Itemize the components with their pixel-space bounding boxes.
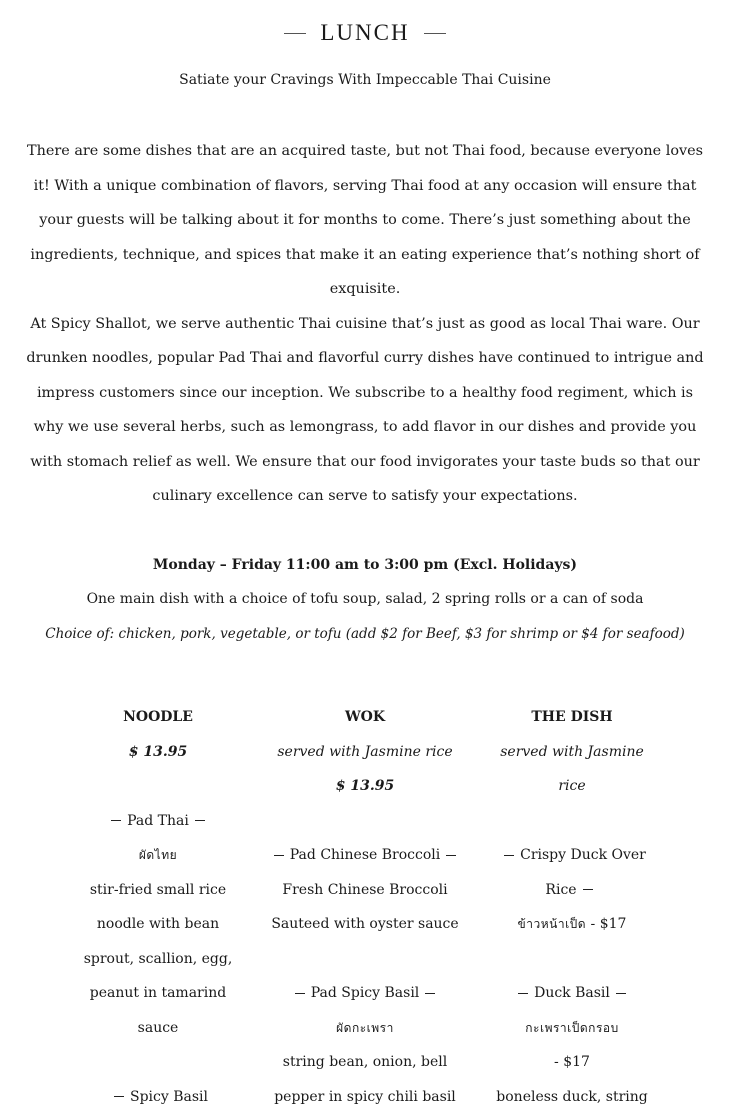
intro-paragraph-2: At Spicy Shallot, we serve authentic Thai cuisine that’s just as good as local Thai ware. Our drunken noodles, popular Pad Thai and flavorful curry dishes have continued to intrigue and impress customers since our inception. We subscribe to a healthy food regiment, which is why we use several herbs, such as lemongrass, to add flavor in our dishes and provide you with stomach relief as well. We ensure that our food invigorates your taste buds so that our culinary excellence can serve to satisfy your expectations. [24,307,706,514]
intro-paragraph-1: There are some dishes that are an acquired taste, but not Thai food, because everyone loves it! With a unique combination of flavors, serving Thai food at any occasion will ensure that your guests will be talking about it for months to come. There’s just something about the ingredients, technique, and spices that make it an eating experience that’s nothing short of exquisite. [24,134,706,307]
menu-item-price-line [464,907,680,942]
wok-price: $ 13.95 [266,769,464,804]
wok-column [266,700,464,1114]
intro-text [24,134,706,514]
menu-item-name: Pad Thai [127,813,189,829]
menu-columns [50,700,680,1114]
wok-note: served with Jasmine rice [266,735,464,770]
protein-choice: Choice of: chicken, pork, vegetable, or tofu (add $2 for Beef, $3 for shrimp or $4 for seafood) [0,617,730,652]
menu-heading [0,16,730,50]
noodle-column [50,700,266,1114]
noodle-price: $ 13.95 [50,735,266,770]
menu-item-price: - $17 [591,916,627,932]
menu-item-crispy-duck [464,838,680,907]
menu-item-thai-name: กะเพราเป็ดกรอบ [464,1011,680,1046]
menu-item-thai-name: ผัดไทย [50,838,266,873]
menu-item-name: Duck Basil [534,985,610,1001]
menu-item-description: Sauteed with oyster sauce [266,907,464,942]
dish-column [464,700,680,1114]
lunch-schedule: Monday – Friday 11:00 am to 3:00 pm (Excl. Holidays) [0,548,730,583]
dish-note: served with Jasmine rice [464,735,680,804]
menu-item-duck-basil [464,976,680,1011]
menu-item-thai-name: ข้าวหน้าเป็ด [518,917,587,931]
menu-item-name: Pad Spicy Basil [311,985,420,1001]
menu-item-pad-chinese-broccoli [266,838,464,873]
heading-dash-left [284,33,306,34]
heading-dash-right [424,33,446,34]
menu-item-description: boneless duck, string [464,1080,680,1114]
lunch-hours [0,548,730,652]
tagline: Satiate your Cravings With Impeccable Thai Cuisine [0,72,730,88]
menu-item-pad-spicy-basil [266,976,464,1011]
menu-item-description: Fresh Chinese Broccoli [266,873,464,908]
dish-heading: THE DISH [464,700,680,735]
menu-item-name: Crispy Duck Over Rice [520,847,646,898]
page-title: LUNCH [320,20,409,46]
noodle-heading: NOODLE [50,700,266,735]
menu-item-name: Pad Chinese Broccoli [290,847,440,863]
menu-item-name: Spicy Basil [130,1089,208,1105]
menu-item-pad-thai [50,804,266,839]
lunch-offer: One main dish with a choice of tofu soup, salad, 2 spring rolls or a can of soda [0,582,730,617]
menu-item-price: - $17 [464,1045,680,1080]
menu-item-description: stir-fried small rice noodle with bean sprout, scallion, egg, peanut in tamarind sauce [50,873,266,1046]
menu-item-description: string bean, onion, bell pepper in spicy chili basil [266,1045,464,1114]
menu-item-thai-name: ผัดกะเพรา [266,1011,464,1046]
wok-heading: WOK [266,700,464,735]
